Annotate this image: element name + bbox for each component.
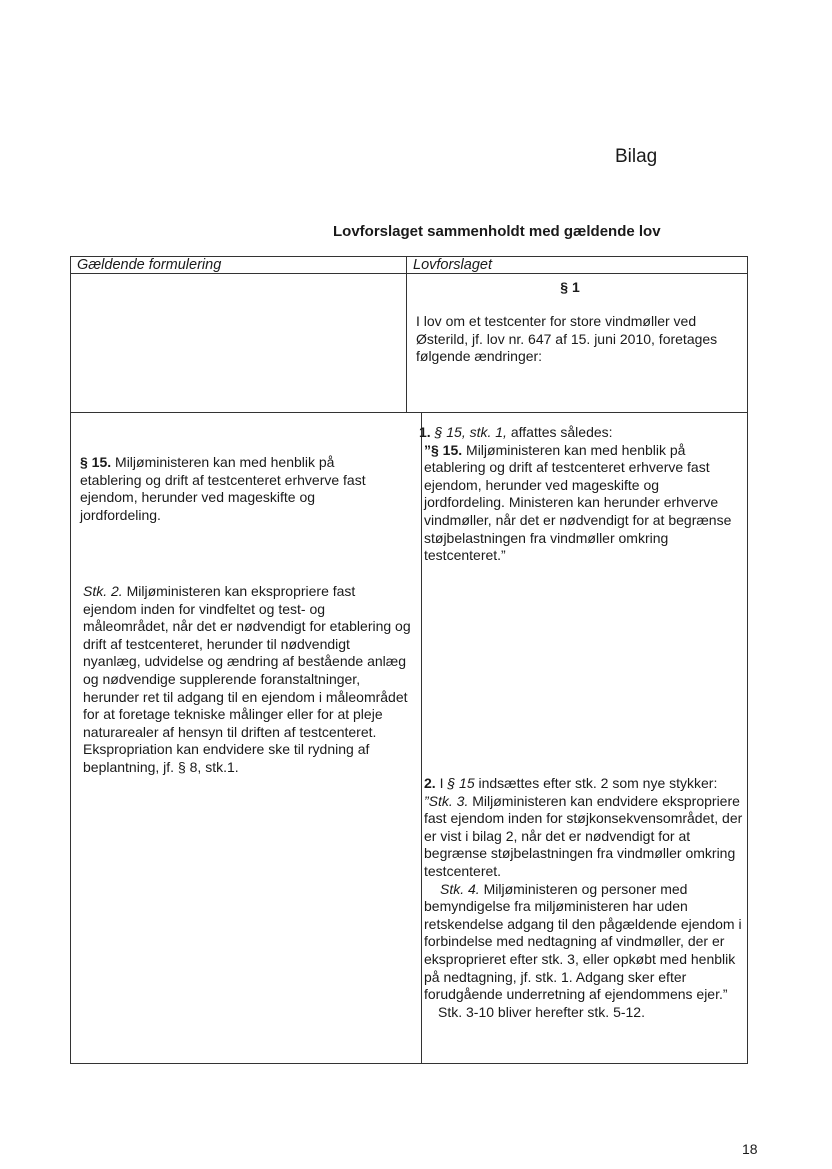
section-heading: § 1 [560,279,580,295]
amendment-1-ref: § 15, stk. 1, [434,424,507,440]
current-section-15-label: § 15. [80,454,112,470]
amendment-2-lead [424,775,746,793]
amendment-1-quote-open: ” [424,441,431,458]
amendment-2-pre: I [439,775,444,791]
amendment-2-number: 2. [424,775,436,791]
document-title: Lovforslaget sammenholdt med gældende lov [333,223,661,240]
header-underline [70,273,748,274]
amendment-intro: I lov om et testcenter for store vindmøller ved Østerild, jf. lov nr. 647 af 15. juni 2010, foretages følgende ændringer: [416,313,718,365]
amendment-1-body: Miljøministeren kan med henblik på etablering og drift af testcenteret erhverve fast ejendom, herunder ved mageskifte og jordfordeling. Ministeren kan herunder erhverve vindmøller, når det er nødvendigt for at begrænse støjbelastningen fra vindmøller omkring testcenteret.” [424,441,732,564]
amendment-2-ref: § 15 [447,775,475,791]
column-divider-upper [406,256,407,412]
current-section-15 [80,454,398,524]
amendment-2-stk-4 [424,881,746,1004]
amendment-1-text [419,442,741,565]
amendment-2-stk-3 [424,793,746,881]
amendment-1-lead-text: affattes således: [510,424,613,440]
amendment-2-stk-3-body: Miljøministeren kan endvidere ekspropriere fast ejendom inden for støjkonsekvensområdet, der er vist i bilag 2, når det er nødvendigt for at begrænse støjbelastningen fra vindmøller omkring testcenteret. [424,792,743,879]
amendment-2-stk-3-label: ”Stk. 3. [424,792,469,809]
amendment-1-number: 1. [419,424,431,440]
row-divider [70,412,748,413]
amendment-2-stk-4-label: Stk. 4. [440,880,480,897]
amendment-2-final: Stk. 3-10 bliver herefter stk. 5-12. [438,1003,645,1020]
column-header-current: Gældende formulering [77,257,222,273]
bilag-label: Bilag [615,146,658,167]
amendment-1-section: § 15. [431,441,463,458]
current-stk-2 [83,583,411,777]
amendment-2-stk-4-body: Miljøministeren og personer med bemyndigelse fra miljøministeren har uden retskendelse adgang til den pågældende ejendom i forbindelse med nedtagning af vindmøller, der er eksproprieret efter stk. 3, eller opkøbt med henblik på nedtagning, jf. stk. 1. Adgang sker efter forudgående underretning af ejendommens ejer.” [424,880,742,1003]
current-stk-2-label: Stk. 2. [83,583,123,599]
amendment-2 [424,775,746,1021]
amendment-1 [419,424,741,565]
amendment-2-lead-text: indsættes efter stk. 2 som nye stykker: [478,775,718,791]
current-section-15-body: Miljøministeren kan med henblik på etablering og drift af testcenteret erhverve fast ejendom, herunder ved mageskifte og jordfordeling. [80,454,366,523]
column-header-proposal: Lovforslaget [413,257,492,273]
page-number: 18 [742,1141,758,1157]
current-stk-2-body: Miljøministeren kan ekspropriere fast ejendom inden for vindfeltet og test- og måleområdet, når det er nødvendigt for etablering og drift af testcenteret, herunder til nødvendigt nyanlæg, udvidelse og ændring af bestående anlæg og nødvendige supplerende foranstaltninger, herunder ret til adgang til en ejendom i måleområdet for at foretage tekniske målinger eller for at pleje naturarealer af hensyn til driften af testcenteret. Ekspropriation kan endvidere ske til rydning af beplantning, jf. § 8, stk.1. [83,583,411,775]
amendment-1-lead [419,424,741,442]
